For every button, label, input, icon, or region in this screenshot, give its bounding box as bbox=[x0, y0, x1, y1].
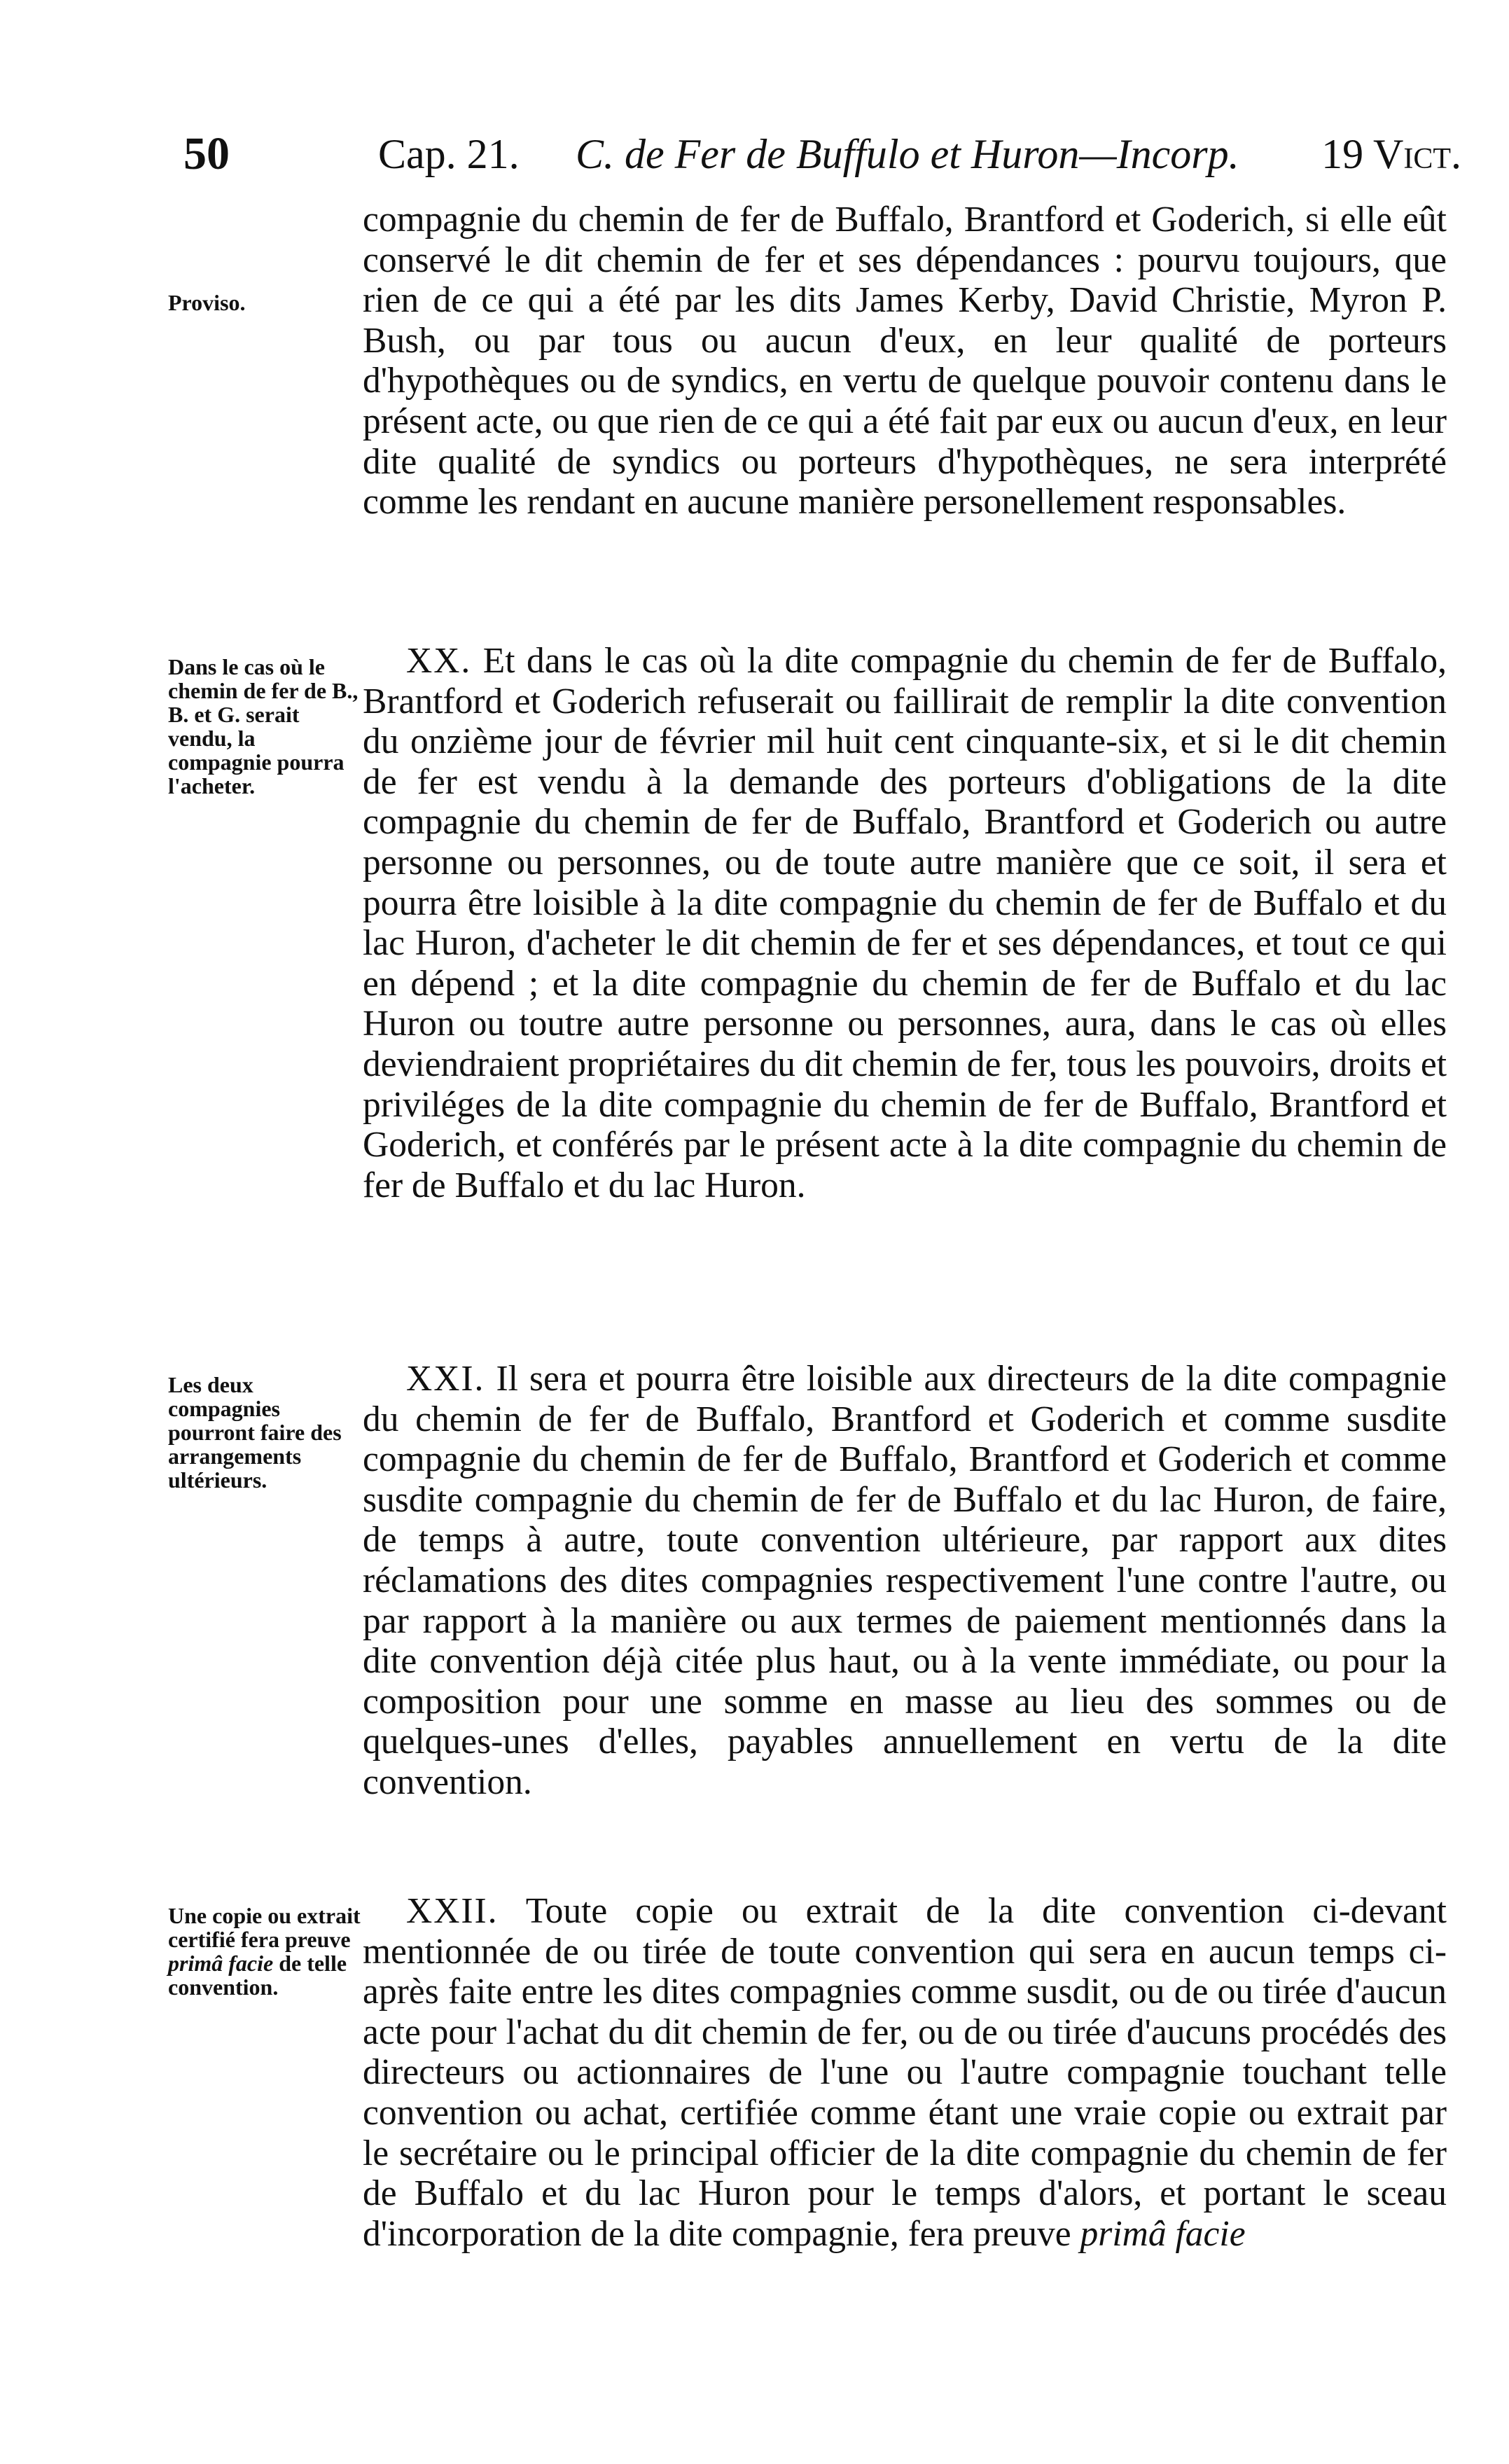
side-note-dans-le-cas bbox=[168, 655, 364, 798]
section-22-text: Toute copie ou extrait de la dite convention ci-devant mentionnée de ou tirée de toute convention qui sera en aucun temps ci-après faite entre les dites compagnies comme susdit, ou de ou tirée d'aucun acte pour l'achat du dit chemin de fer, ou de ou tirée d'aucuns procédés des directeurs ou actionnaires de l'une ou l'autre compagnie touchant telle convention ou achat, certifiée comme étant une vraie copie ou extrait par le secrétaire ou le principal officier de la dite compagnie du chemin de fer de Buffalo et du lac Huron pour le temps d'alors, et portant le sceau d'incorporation de la dite compagnie, fera preuve bbox=[363, 1891, 1447, 2254]
section-20-paragraph bbox=[363, 641, 1447, 1205]
section-21-paragraph bbox=[363, 1359, 1447, 1803]
side-note-deux-compagnies-text: Les deux compagnies pourront faire des arrangements ultérieurs. bbox=[168, 1372, 342, 1493]
section-20-number: XX. bbox=[406, 641, 472, 681]
chapter-label: Cap. 21. bbox=[378, 131, 520, 177]
side-note-dans-le-cas-text: Dans le cas où le chemin de fer de B., B. et G. serait vendu, la compagnie pourra l'acheter. bbox=[168, 654, 359, 798]
side-note-copie-after: de telle convention. bbox=[168, 1951, 347, 2000]
section-22-number: XXII. bbox=[406, 1891, 499, 1931]
page-number: 50 bbox=[183, 128, 230, 179]
paragraph-continued bbox=[363, 200, 1447, 522]
side-note-copie bbox=[168, 1904, 364, 1999]
section-22-paragraph bbox=[363, 1891, 1447, 2254]
regnal-year: 19 Vict. bbox=[1321, 131, 1461, 177]
side-note-proviso bbox=[168, 291, 364, 314]
section-21-number: XXI. bbox=[406, 1359, 485, 1399]
section-21-text: Il sera et pourra être loisible aux directeurs de la dite compagnie du chemin de fer de Buffalo, Brantford et Goderich et comme susdite compagnie du chemin de fer de Buffalo, Brantford et Goderich et comme susdite compagnie du chemin de fer de Buffalo et du lac Huron, de faire, de temps à autre, toute convention ultérieure, par rapport aux dites réclamations des dites compagnies respectivement l'une contre l'autre, ou par rapport à la manière ou aux termes de paiement mentionnés dans la dite convention déjà citée plus haut, ou à la vente immédiate, ou pour la composition pour une somme en masse au lieu des sommes ou de quelques-unes d'elles, payables annuellement en vertu de la dite convention. bbox=[363, 1359, 1447, 1802]
section-20-text: Et dans le cas où la dite compagnie du chemin de fer de Buffalo, Brantford et Goderich refuserait ou faillirait de remplir la dite convention du onzième jour de février mil huit cent cinquante-six, et si le dit chemin de fer est vendu à la demande des porteurs d'obligations de la dite compagnie du chemin de fer de Buffalo, Brantford et Goderich ou autre personne ou personnes, ou de toute autre manière que ce soit, il sera et pourra être loisible à la dite compagnie du chemin de fer de Buffalo et du lac Huron, d'acheter le dit chemin de fer et ses dépendances, et tout ce qui en dépend ; et la dite compagnie du chemin de fer de Buffalo et du lac Huron ou toutre autre personne ou personnes, aura, dans le cas où elles deviendraient propriétaires du dit chemin de fer, tous les pouvoirs, droits et priviléges de la dite compagnie du chemin de fer de Buffalo, Brantford et Goderich, et conférés par le présent acte à la dite compagnie du chemin de fer de Buffalo et du lac Huron. bbox=[363, 641, 1447, 1205]
side-note-proviso-text: Proviso. bbox=[168, 290, 246, 315]
paragraph-continued-text: compagnie du chemin de fer de Buffalo, Brantford et Goderich, si elle eût conservé le dit chemin de fer et ses dépendances : pourvu toujours, que rien de ce qui a été par les dits James Kerby, David Christie, Myron P. Bush, ou par tous ou aucun d'eux, en leur qualité de porteurs d'hypothèques ou de syndics, en vertu de quelque pouvoir contenu dans le présent acte, ou que rien de ce qui a été fait par eux ou aucun d'eux, en leur dite qualité de syndics ou porteurs d'hypothèques, ne sera interprété comme les rendant en aucune manière personellement responsables. bbox=[363, 200, 1447, 522]
section-22-italic-end: primâ facie bbox=[1080, 2213, 1246, 2254]
side-note-deux-compagnies bbox=[168, 1373, 364, 1492]
section-21 bbox=[363, 1359, 1447, 1803]
section-20 bbox=[363, 641, 1447, 1205]
section-22 bbox=[363, 1891, 1447, 2254]
running-title: C. de Fer de Buffulo et Huron—Incorp. bbox=[576, 131, 1239, 177]
running-header bbox=[183, 123, 1461, 186]
side-note-copie-before: Une copie ou extrait certifié fera preuve bbox=[168, 1903, 361, 1952]
side-note-copie-italic: primâ facie bbox=[168, 1951, 274, 1976]
side-note-copie-text bbox=[168, 1904, 364, 1999]
